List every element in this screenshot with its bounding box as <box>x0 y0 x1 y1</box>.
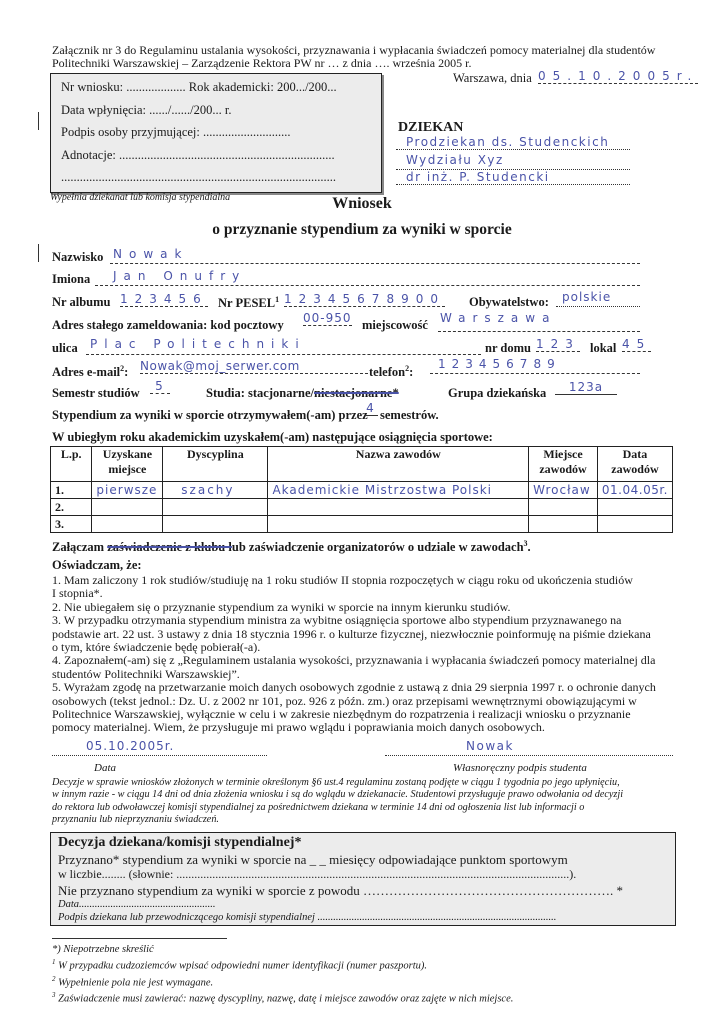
surname-input[interactable]: Nowak <box>113 247 189 261</box>
signature-caption: Własnoręczny podpis studenta <box>453 762 587 774</box>
header-competition: Nazwa zawodów <box>268 447 529 482</box>
email-input[interactable]: Nowak@moj_serwer.com <box>140 359 368 374</box>
cell-discipline[interactable] <box>163 499 268 516</box>
signature-dotted-line <box>385 755 673 756</box>
citizenship-line <box>556 306 640 307</box>
footnote-1-num: 1 <box>52 958 56 966</box>
form-title: Wniosek <box>332 195 392 212</box>
declaration-1b: I stopnia*. <box>52 586 103 601</box>
cell-location[interactable]: Wrocław <box>529 482 598 499</box>
notice-line-2: w innym razie - w ciągu 14 dni od dnia złożenia wniosku i są do wglądu w dziekanacie. Studentowi przysługuje prawo odwołania od decyzji <box>52 789 624 801</box>
surname-label: Nazwisko <box>52 250 104 264</box>
album-input[interactable]: 123456 <box>120 292 208 306</box>
flat-input[interactable]: 45 <box>622 337 652 351</box>
phone-line <box>430 373 640 374</box>
decision-date: Data.................................................... <box>58 899 216 910</box>
studies-struck-option[interactable]: niestacjonarne* <box>314 386 399 400</box>
names-input[interactable]: Jan Onufry <box>113 269 247 283</box>
declaration-5b: osobowych (tekst jednol.: Dz. U. z 2002 nr 101, poz. 926 z późn. zm.) oraz przepisami wewnętrznymi obowiązującymi w <box>52 693 637 708</box>
declaration-4b: studentów Politechniki Warszawskiej”. <box>52 666 240 681</box>
office-line-notes-2: ........................................................................................ <box>61 170 336 184</box>
attachment-end: . <box>527 540 531 555</box>
footnote-3-num: 3 <box>52 991 56 999</box>
phone-input[interactable]: 123456789 <box>438 357 561 371</box>
pesel-footnote-ref: 1 <box>275 295 280 304</box>
declaration-2: 2. Nie ubiegałem się o przyznanie stypendium za wyniki w sporcie na innym kierunku studiów. <box>52 599 511 614</box>
cell-lp: 2. <box>51 499 92 516</box>
semester-input[interactable]: 5 <box>150 379 170 394</box>
cell-competition[interactable]: Akademickie Mistrzostwa Polski <box>268 482 529 499</box>
date-dotted-line <box>52 755 267 756</box>
footnotes <box>52 943 513 1006</box>
declarations-body <box>52 574 656 735</box>
addressee-dotted-line <box>396 184 630 185</box>
received-suffix: semestrów. <box>380 408 439 422</box>
cell-place[interactable] <box>92 516 163 533</box>
declaration-5c: Politechnice Warszawskiej, wyłącznie w celu i w zakresie niezbędnym do rozpatrzenia i realizacji wniosku o przyznanie <box>52 707 631 722</box>
decision-signature: Podpis dziekana lub przewodniczącego komisji stypendialnej ........................................................................................... <box>58 912 557 923</box>
notice-line-4: przyznaniu lub nieprzyznaniu świadczeń. <box>52 814 219 826</box>
header-location: Miejsce zawodów <box>529 447 598 482</box>
achievements-table <box>50 446 673 533</box>
header-lp: L.p. <box>51 447 92 482</box>
cell-location[interactable] <box>529 499 598 516</box>
received-input[interactable]: 4 <box>364 401 378 416</box>
city-label: miejscowość <box>362 318 428 332</box>
place-date-label: Warszawa, dnia <box>453 71 532 85</box>
footnote-0: *) Niepotrzebne skreślić <box>52 944 154 955</box>
margin-mark <box>38 244 39 262</box>
email-label-text: Adres e-mail <box>52 365 121 380</box>
decision-notice <box>52 777 623 827</box>
attachment-prefix: Załączam <box>52 540 108 555</box>
cell-place[interactable] <box>92 499 163 516</box>
decision-granted: Przyznano* stypendium za wyniki w sporcie na _ _ miesięcy odpowiadające punktom sportowym <box>58 852 568 867</box>
decision-title: Decyzja dziekana/komisji stypendialnej* <box>58 835 302 850</box>
declaration-3a: 3. W przypadku otrzymania stypendium ministra za wybitne osiągnięcia sportowe albo stypendium przyznawanego na <box>52 613 622 628</box>
cell-location[interactable] <box>529 516 598 533</box>
received-label: Stypendium za wyniki w sporcie otrzymywałem(-am) przez <box>52 408 368 422</box>
signature-date-input[interactable]: 05.10.2005r. <box>86 739 175 753</box>
cell-date[interactable] <box>597 516 672 533</box>
decision-denied: Nie przyznano stypendium za wyniki w sporcie z powodu …………………………………………………. * <box>58 883 624 898</box>
declaration-5a: 5. Wyrażam zgodę na przetwarzanie moich danych osobowych zgodnie z ustawą z dnia 29 sierpnia 1997 r. o ochronie danych <box>52 680 656 695</box>
declaration-3b: podstawie art. 22 ust. 3 ustawy z dnia 18 stycznia 1996 r. o kulturze fizycznej, niezwłocznie poinformuję na piśmie dziekana <box>52 626 651 641</box>
names-line <box>95 285 640 286</box>
declaration-5d: pomocy materialnej. Wiem, że przysługuje mi prawo wglądu i poprawiania moich danych osobowych. <box>52 720 545 735</box>
decision-points-words: w liczbie........ (słownie: ...................................................................................................................................). <box>58 867 577 881</box>
place-date-value[interactable]: 05.10.2005r. <box>538 69 699 83</box>
cell-discipline[interactable] <box>163 516 268 533</box>
cell-competition[interactable] <box>268 516 529 533</box>
office-line-signature: Podpis osoby przyjmującej: ............................ <box>61 125 291 139</box>
attachment-line <box>52 539 531 555</box>
addressee-title: DZIEKAN <box>398 120 464 135</box>
decision-box <box>50 832 676 926</box>
office-line-application-no: Nr wniosku: ................... Rok akademicki: 200.../200... <box>61 80 337 94</box>
email-label: Adres e-mail$^2$: <box>52 364 129 380</box>
header-place: Uzyskane miejsce <box>92 447 163 482</box>
phone-label-text: telefon <box>369 365 406 380</box>
office-line-notes: Adnotacje: ..................................................................... <box>61 148 335 162</box>
declaration-1a: 1. Mam zaliczony 1 rok studiów/studiuję na 1 roku studiów II stopnia rozpoczętych w ciągu roku od ukończenia studiów <box>52 573 633 587</box>
flat-label: lokal <box>590 341 617 355</box>
table-header-row <box>51 447 673 482</box>
header-line-1: Załącznik nr 3 do Regulaminu ustalania wysokości, przyznawania i wypłacania świadczeń pomocy materialnej dla studentów <box>52 43 656 57</box>
street-input[interactable]: Plac Politechniki <box>90 337 306 351</box>
studies-label <box>206 386 399 401</box>
city-input[interactable]: Warszawa <box>440 311 557 325</box>
addressee-dotted-line <box>396 149 630 150</box>
office-use-box <box>50 73 382 193</box>
addressee-line-3[interactable]: dr inż. P. Studencki <box>406 170 550 184</box>
studies-label-text: Studia: stacjonarne/ <box>206 386 314 400</box>
album-label: Nr albumu <box>52 295 111 309</box>
form-subtitle: o przyznanie stypendium za wyniki w sporcie <box>212 221 512 238</box>
footnote-2-num: 2 <box>52 974 56 983</box>
email-footnote-ref: 2 <box>120 364 125 373</box>
header-date: Data zawodów <box>597 447 672 482</box>
footnote-1-text: W przypadku cudzoziemców wpisać odpowiedni numer identyfikacji (numer paszportu). <box>55 960 428 972</box>
attachment-footnote-ref: 3 <box>523 539 528 548</box>
declarations-heading: Oświadczam, że: <box>52 558 142 572</box>
cell-competition[interactable] <box>268 499 529 516</box>
date-caption: Data <box>94 762 116 774</box>
table-row <box>51 499 673 516</box>
cell-place[interactable]: pierwsze <box>92 482 163 499</box>
footnote-3 <box>52 989 513 1006</box>
declaration-4a: 4. Zapoznałem(-am) się z „Regulaminem ustalania wysokości, przyznawania i wypłacania świadczeń pomocy materialnej dla <box>52 653 656 668</box>
phone-footnote-ref: 2 <box>405 364 410 373</box>
postcode-input[interactable]: 00-950 <box>303 311 352 325</box>
achievements-intro: W ubiegłym roku akademickim uzyskałem(-am) następujące osiągnięcia sportowe: <box>52 430 493 444</box>
surname-line <box>110 263 640 264</box>
table-row <box>51 516 673 533</box>
signature-input[interactable]: Nowak <box>466 739 514 753</box>
phone-label: telefon$^2$: <box>369 364 414 380</box>
cell-date[interactable]: 01.04.05r. <box>597 482 672 499</box>
office-line-received: Data wpłynięcia: ....../....../200... r. <box>61 103 232 117</box>
header-discipline: Dyscyplina <box>163 447 268 482</box>
footnote-divider <box>52 938 227 939</box>
citizenship-label: Obywatelstwo: <box>469 295 549 309</box>
attachment-struck[interactable]: zaświadczenie z klubu l <box>107 540 232 555</box>
pesel-label-text: Nr PESEL <box>218 296 276 311</box>
table-row <box>51 482 673 499</box>
address-label: Adres stałego zameldowania: kod pocztowy <box>52 318 284 332</box>
addressee-line-2[interactable]: Wydziału Xyz <box>406 153 504 167</box>
semester-label: Semestr studiów <box>52 386 140 400</box>
names-label: Imiona <box>52 272 91 286</box>
notice-line-1: Decyzje w sprawie wniosków złożonych w terminie określonym §6 ust.4 regulaminu zostaną podjęte w ciągu 1 tygodnia po jego upłynięciu, <box>52 777 620 788</box>
house-label: nr domu <box>485 341 531 355</box>
cell-date[interactable] <box>597 499 672 516</box>
group-label: Grupa dziekańska <box>448 386 547 400</box>
pesel-input[interactable]: 12345678900 <box>284 292 445 306</box>
cell-discipline[interactable]: szachy <box>163 482 268 499</box>
pesel-label <box>218 295 279 311</box>
city-line <box>438 331 640 332</box>
attachment-rest: ub zaświadczenie organizatorów o udziale w zawodach <box>231 540 524 555</box>
cell-lp: 3. <box>51 516 92 533</box>
footnote-2-text: Wypełnienie pola nie jest wymagane. <box>55 977 214 988</box>
notice-line-3: do rektora lub odwoławczej komisji stypendialnej za pośrednictwem dziekana w terminie 14 dni od ogłoszenia list lub informacji o <box>52 801 585 813</box>
group-input[interactable]: 123a <box>555 380 617 395</box>
house-input[interactable]: 123 <box>536 337 580 351</box>
citizenship-input[interactable]: polskie <box>562 290 612 304</box>
street-label: ulica <box>52 341 78 355</box>
street-line <box>86 354 481 355</box>
margin-mark <box>38 112 39 130</box>
footnote-3-text: Zaświadczenie musi zawierać: nazwę dyscypliny, nazwę, datę i miejsce zawodów oraz zajęte w nich miejsce. <box>55 993 514 1005</box>
footnote-2 <box>52 973 513 990</box>
office-box-caption: Wypełnia dziekanat lub komisja stypendialna <box>50 192 231 203</box>
cell-lp: 1. <box>51 482 92 499</box>
declaration-3c: o tym, które świadczenie będę pobierał(-a). <box>52 640 261 655</box>
footnote-1 <box>52 956 513 973</box>
header-line-2: Politechniki Warszawskiej – Zarządzenie Rektora PW nr … z dnia …. września 2005 r. <box>52 56 472 70</box>
addressee-line-1[interactable]: Prodziekan ds. Studenckich <box>406 135 610 149</box>
